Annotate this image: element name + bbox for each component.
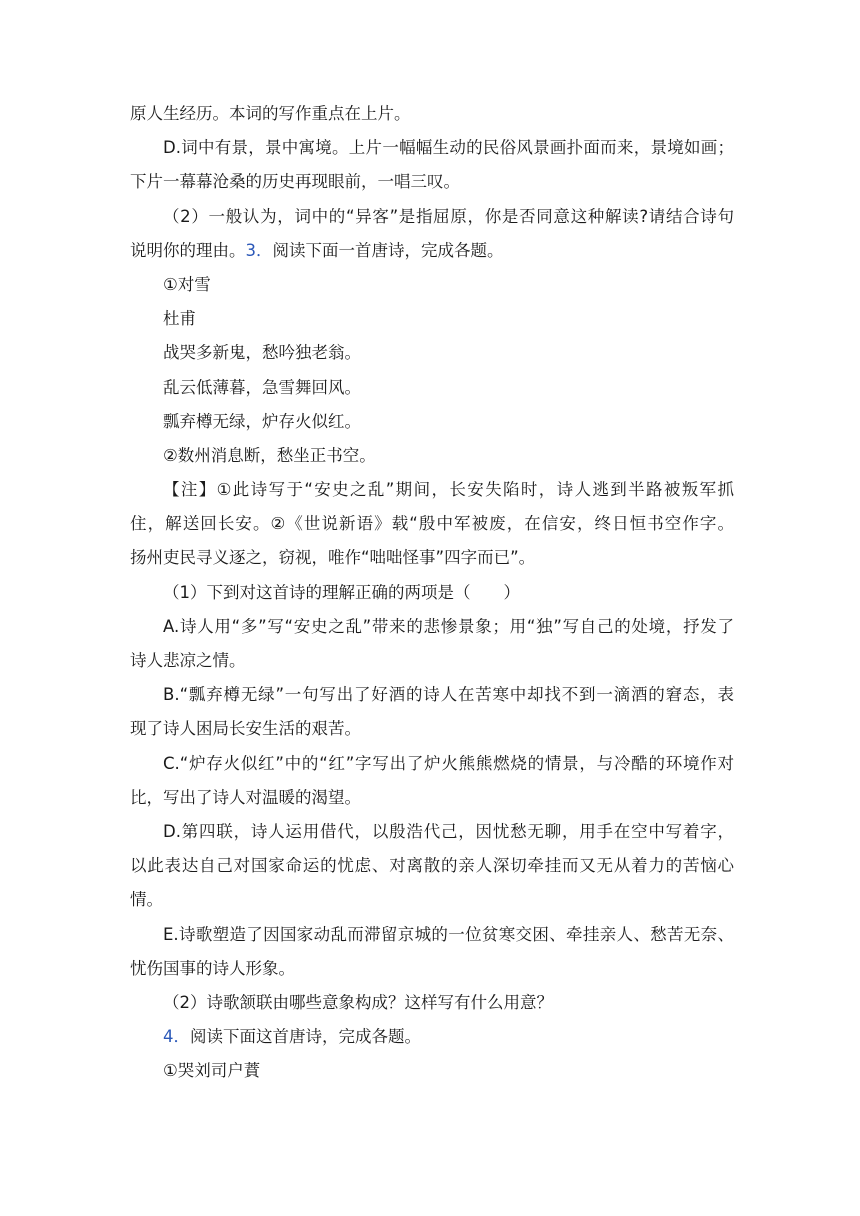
text-line — [130, 684, 734, 718]
text-line — [130, 171, 734, 205]
text-line — [130, 342, 734, 376]
text-line — [130, 445, 734, 479]
line-text: ②数州消息断，愁坐正书空。 — [163, 445, 376, 465]
text-line — [130, 821, 734, 855]
line-text: （1）下到对这首诗的理解正确的两项是（ ） — [163, 582, 520, 602]
line-text: 瓢弃樽无绿，炉存火似红。 — [163, 411, 361, 431]
text-line — [130, 650, 734, 684]
line-text: 战哭多新鬼，愁吟独老翁。 — [163, 343, 361, 363]
line-text: C.“炉存火似红”中的“红”字写出了炉火熊熊燃烧的情景，与冷酷的环境作对 — [163, 753, 734, 773]
text-line — [130, 582, 734, 616]
text-line — [130, 206, 734, 240]
line-text: （2）诗歌颔联由哪些意象构成？这样写有什么用意？ — [163, 992, 553, 1012]
text-line — [130, 479, 734, 513]
line-text: ①哭刘司户蕡 — [163, 1061, 261, 1081]
text-line — [130, 958, 734, 992]
text-line — [130, 889, 734, 923]
question-prompt: 阅读下面一首唐诗，完成各题。 — [272, 240, 504, 260]
text-line — [130, 787, 734, 821]
question-number: 4． — [163, 1027, 190, 1047]
line-text: 比，写出了诗人对温暖的渴望。 — [130, 787, 361, 807]
line-text: 乱云低薄暮，急雪舞回风。 — [163, 377, 361, 397]
line-text: 扬州吏民寻义逐之，窃视，唯作“咄咄怪事”四字而已”。 — [130, 548, 536, 568]
line-text: A.诗人用“多”写“安史之乱”带来的悲惨景象；用“独”写自己的处境，抒发了 — [163, 616, 734, 636]
document-page — [130, 103, 734, 1094]
line-text: 情。 — [130, 890, 163, 910]
line-text: 忧伤国事的诗人形象。 — [130, 958, 295, 978]
text-line — [130, 1060, 734, 1094]
line-text: ①对雪 — [163, 274, 211, 294]
question-prompt: 阅读下面这首唐诗，完成各题。 — [190, 1027, 421, 1047]
text-line — [130, 411, 734, 445]
text-line — [130, 924, 734, 958]
line-text: B.“瓢弃樽无绿”一句写出了好酒的诗人在苦寒中却找不到一滴酒的窘态，表 — [163, 685, 734, 705]
text-line — [130, 377, 734, 411]
text-line — [130, 513, 734, 547]
line-text: 原人生经历。本词的写作重点在上片。 — [130, 104, 411, 123]
text-line — [130, 240, 734, 274]
line-text: 以此表达自己对国家命运的忧虑、对离散的亲人深切牵挂而又无从着力的苦恼心 — [130, 856, 734, 876]
line-text: 住，解送回长安。②《世说新语》载“殷中军被废，在信安，终日恒书空作字。 — [130, 514, 734, 534]
line-text: （2）一般认为，词中的“异客”是指屈原，你是否同意这种解读?请结合诗句 — [163, 206, 734, 226]
text-line — [130, 274, 734, 308]
line-text: 【注】①此诗写于“安史之乱”期间，长安失陷时，诗人逃到半路被叛军抓 — [163, 480, 734, 500]
line-text: D.第四联，诗人运用借代，以殷浩代己，因忧愁无聊，用手在空中写着字， — [163, 821, 734, 841]
text-line — [130, 137, 734, 171]
text-line — [130, 547, 734, 581]
line-text: 现了诗人困局长安生活的艰苦。 — [130, 719, 361, 739]
text-line — [130, 1026, 734, 1060]
text-line — [130, 616, 734, 650]
text-line — [130, 103, 734, 137]
line-text: 说明你的理由。 — [130, 240, 246, 260]
text-line — [130, 718, 734, 752]
text-line — [130, 992, 734, 1026]
question-number: 3． — [245, 240, 273, 260]
line-text: 杜甫 — [163, 309, 196, 329]
line-text: 下片一幕幕沧桑的历史再现眼前，一唱三叹。 — [130, 172, 460, 192]
text-line — [130, 855, 734, 889]
text-line — [130, 308, 734, 342]
line-text: E.诗歌塑造了因国家动乱而滞留京城的一位贫寒交困、牵挂亲人、愁苦无奈、 — [163, 924, 734, 944]
text-line — [130, 753, 734, 787]
line-text: D.词中有景，景中寓境。上片一幅幅生动的民俗风景画扑面而来，景境如画； — [163, 138, 734, 158]
line-text: 诗人悲凉之情。 — [130, 651, 246, 670]
